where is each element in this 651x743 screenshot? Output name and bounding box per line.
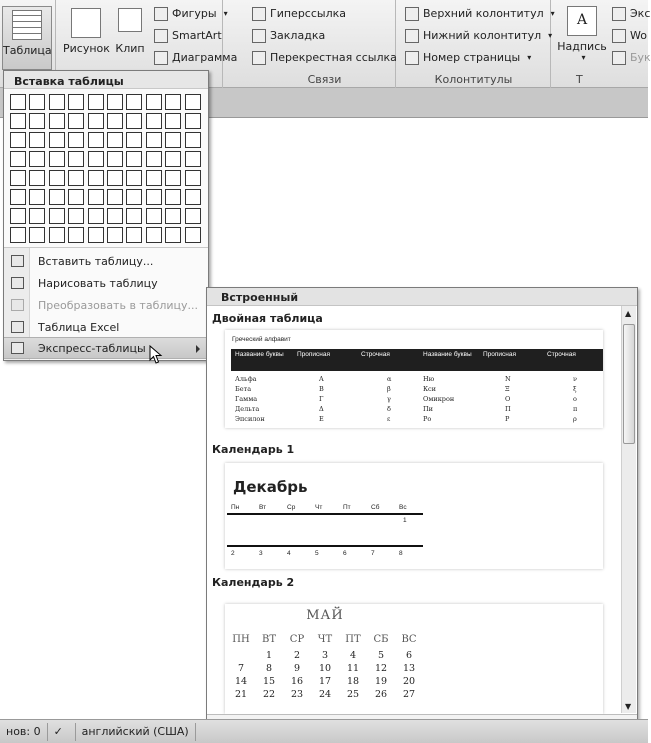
express-label: Экс: [630, 7, 651, 20]
clip-icon: [118, 8, 142, 32]
grid-cell[interactable]: [49, 151, 65, 167]
grid-cell[interactable]: [126, 189, 142, 205]
grid-cell[interactable]: [10, 132, 26, 148]
hyperlink-icon: [252, 7, 266, 21]
page-number-label: Номер страницы: [423, 51, 521, 64]
greek-cell: Пи: [423, 405, 434, 413]
clip-button[interactable]: [113, 8, 147, 55]
grid-cell[interactable]: [49, 189, 65, 205]
calendar2-date: 13: [402, 663, 416, 674]
grid-cell[interactable]: [68, 227, 84, 243]
greek-cell: Дельта: [235, 405, 260, 413]
calendar2-date: 17: [318, 676, 332, 687]
greek-cell: β: [387, 385, 391, 393]
hyperlink-label: Гиперссылка: [270, 7, 346, 20]
textbox-label: Надпись: [557, 40, 607, 53]
greek-cell: Ο: [505, 395, 511, 403]
calendar2-date: 5: [377, 650, 385, 661]
greek-cell: Ε: [319, 415, 324, 423]
gallery-header: Встроенный: [207, 288, 637, 306]
grid-cell[interactable]: [68, 151, 84, 167]
grid-cell[interactable]: [185, 113, 201, 129]
header-footer-group: [397, 0, 555, 88]
grid-cell[interactable]: [107, 227, 123, 243]
calendar2-title: Календарь 2: [212, 576, 295, 589]
grid-cell[interactable]: [88, 208, 104, 224]
page-number-icon: [405, 51, 419, 65]
calendar1-day-header: Чт: [315, 504, 323, 511]
greek-cell: Эпсилон: [235, 415, 265, 423]
calendar2-date: 23: [290, 689, 304, 700]
calendar2-day-header: СР: [289, 634, 305, 645]
grid-cell[interactable]: [10, 189, 26, 205]
convert-icon: [11, 299, 24, 311]
greek-table-header: [231, 349, 603, 371]
grid-cell[interactable]: [107, 113, 123, 129]
chevron-down-icon: ▾: [527, 53, 532, 62]
double-table-title: Двойная таблица: [212, 312, 323, 325]
grid-cell[interactable]: [146, 151, 162, 167]
bookmark-button[interactable]: [252, 26, 325, 46]
header-icon: [405, 7, 419, 21]
calendar2-date: 24: [318, 689, 332, 700]
chevron-down-icon: ▾: [223, 9, 228, 18]
calendar1-day-header: Сб: [371, 504, 380, 511]
greek-cell: Π: [505, 405, 511, 413]
grid-cell[interactable]: [126, 208, 142, 224]
calendar2-date: 8: [265, 663, 273, 674]
shapes-button[interactable]: [154, 4, 228, 24]
grid-cell[interactable]: [49, 227, 65, 243]
greek-cell: δ: [387, 405, 391, 413]
calendar2-date: 6: [405, 650, 413, 661]
grid-cell[interactable]: [49, 208, 65, 224]
calendar1-date: 7: [371, 550, 375, 557]
calendar2-date: 12: [374, 663, 388, 674]
calendar2-date: 11: [346, 663, 360, 674]
picture-label: Рисунок: [63, 42, 110, 55]
crossref-label: Перекрестная ссылка: [270, 51, 397, 64]
grid-cell[interactable]: [88, 170, 104, 186]
table-button-label: Таблица: [3, 44, 52, 57]
insert-table-label: Вставить таблицу...: [38, 254, 154, 268]
spellcheck-icon[interactable]: ✓: [48, 723, 76, 741]
calendar2-date: 22: [262, 689, 276, 700]
picture-icon: [71, 8, 101, 38]
grid-cell[interactable]: [126, 227, 142, 243]
greek-cell: Омикрон: [423, 395, 455, 403]
grid-cell[interactable]: [146, 170, 162, 186]
greek-cell: Ρ: [505, 415, 510, 423]
greek-caption: Греческий алфавит: [232, 336, 291, 343]
scroll-down-icon[interactable]: ▼: [625, 702, 632, 711]
wordart-label: Wo: [630, 29, 647, 42]
greek-header-cell: Строчная: [547, 351, 576, 358]
calendar1-day-header: Пн: [231, 504, 240, 511]
greek-cell: Бета: [235, 385, 252, 393]
scroll-up-icon[interactable]: ▲: [625, 309, 632, 318]
grid-cell[interactable]: [10, 170, 26, 186]
calendar2-date: 21: [234, 689, 248, 700]
calendar2-date: 9: [293, 663, 301, 674]
greek-cell: Альфа: [235, 375, 257, 383]
convert-to-table-label: Преобразовать в таблицу...: [38, 298, 199, 312]
greek-cell: Кси: [423, 385, 437, 393]
smartart-label: SmartArt: [172, 29, 222, 42]
dropcap-label: Бук: [630, 51, 651, 64]
insert-table-menu: [3, 70, 209, 361]
grid-cell[interactable]: [126, 132, 142, 148]
clip-label: Клип: [115, 42, 145, 55]
pencil-icon: [11, 277, 24, 289]
greek-header-cell: Прописная: [483, 351, 517, 358]
convert-to-table-item: [4, 294, 208, 316]
greek-header-cell: Строчная: [361, 351, 390, 358]
grid-cell[interactable]: [10, 151, 26, 167]
calendar2-date: 18: [346, 676, 360, 687]
greek-cell: ρ: [573, 415, 577, 423]
footer-icon: [405, 29, 419, 43]
greek-cell: α: [387, 375, 392, 383]
calendar2-day-header: ВС: [401, 634, 417, 645]
calendar1-date: 1: [403, 517, 407, 524]
grid-cell[interactable]: [29, 227, 45, 243]
double-table-thumbnail[interactable]: [225, 330, 603, 428]
grid-cell[interactable]: [165, 94, 181, 110]
grid-cell[interactable]: [88, 227, 104, 243]
calendar2-date: 10: [318, 663, 332, 674]
grid-cell[interactable]: [165, 151, 181, 167]
insert-table-icon: [11, 255, 24, 267]
calendar2-date: 20: [402, 676, 416, 687]
calendar2-day-header: ПТ: [345, 634, 361, 645]
footer-button[interactable]: [405, 26, 552, 46]
grid-cell[interactable]: [165, 227, 181, 243]
wordart-icon: [612, 29, 626, 43]
grid-cell[interactable]: [49, 113, 65, 129]
grid-cell[interactable]: [185, 170, 201, 186]
quick-tables-gallery: [206, 287, 638, 739]
grid-cell[interactable]: [29, 113, 45, 129]
calendar2-month: МАЙ: [306, 608, 344, 623]
grid-cell[interactable]: [68, 113, 84, 129]
grid-cell[interactable]: [107, 189, 123, 205]
quick-tables-label: Экспресс-таблицы: [38, 341, 146, 355]
grid-cell[interactable]: [29, 132, 45, 148]
calendar2-date: 19: [374, 676, 388, 687]
grid-cell[interactable]: [88, 151, 104, 167]
scrollbar-thumb[interactable]: [623, 324, 635, 444]
gallery-scrollbar[interactable]: [621, 306, 636, 713]
calendar1-date: 5: [315, 550, 319, 557]
greek-cell: Ν: [505, 375, 511, 383]
excel-table-item[interactable]: [4, 316, 208, 338]
grid-cell[interactable]: [10, 208, 26, 224]
express-icon: [612, 7, 626, 21]
grid-cell[interactable]: [88, 189, 104, 205]
chevron-down-icon: ▾: [581, 53, 586, 62]
grid-cell[interactable]: [165, 189, 181, 205]
crossref-button[interactable]: [252, 48, 397, 68]
calendar1-title: Календарь 1: [212, 443, 295, 456]
dropcap-icon: [612, 51, 626, 65]
greek-cell: Β: [319, 385, 324, 393]
grid-cell[interactable]: [49, 132, 65, 148]
greek-header-cell: Название буквы: [235, 351, 284, 358]
greek-cell: Ξ: [505, 385, 510, 393]
language-indicator[interactable]: английский (США): [76, 723, 196, 741]
grid-cell[interactable]: [88, 113, 104, 129]
calendar1-day-header: Вс: [399, 504, 407, 511]
grid-cell[interactable]: [107, 94, 123, 110]
chart-label: Диаграмма: [172, 51, 238, 64]
draw-table-item[interactable]: [4, 272, 208, 294]
grid-cell[interactable]: [29, 170, 45, 186]
grid-cell[interactable]: [185, 189, 201, 205]
calendar1-date: 3: [259, 550, 263, 557]
calendar2-date: 2: [293, 650, 301, 661]
greek-cell: Α: [319, 375, 324, 383]
calendar2-date: 1: [265, 650, 273, 661]
grid-cell[interactable]: [126, 170, 142, 186]
greek-cell: ξ: [573, 385, 577, 393]
greek-cell: π: [573, 405, 578, 413]
shapes-icon: [154, 7, 168, 21]
grid-cell[interactable]: [185, 94, 201, 110]
header-label: Верхний колонтитул: [423, 7, 544, 20]
greek-cell: γ: [387, 395, 391, 403]
greek-cell: ε: [387, 415, 391, 423]
greek-cell: Δ: [319, 405, 324, 413]
smartart-icon: [154, 29, 168, 43]
calendar1-day-header: Вт: [259, 504, 267, 511]
calendar1-thumbnail[interactable]: [225, 463, 603, 569]
grid-cell[interactable]: [126, 151, 142, 167]
calendar2-date: 15: [262, 676, 276, 687]
submenu-arrow-icon: [196, 345, 200, 353]
word-count[interactable]: нов: 0: [0, 723, 48, 741]
grid-cell[interactable]: [88, 94, 104, 110]
grid-cell[interactable]: [185, 208, 201, 224]
menu-separator: [4, 247, 208, 248]
grid-cell[interactable]: [107, 132, 123, 148]
calendar2-date: 14: [234, 676, 248, 687]
status-bar: [0, 719, 648, 743]
picture-button[interactable]: [63, 8, 109, 55]
calendar1-divider: [227, 545, 423, 547]
grid-cell[interactable]: [146, 227, 162, 243]
hyperlink-button[interactable]: [252, 4, 346, 24]
excel-table-label: Таблица Excel: [38, 320, 120, 334]
greek-cell: Ро: [423, 415, 432, 423]
calendar2-day-header: ПН: [232, 634, 250, 645]
table-icon: [12, 10, 42, 40]
grid-cell[interactable]: [88, 132, 104, 148]
textbox-icon: A: [567, 6, 597, 36]
grid-cell[interactable]: [185, 151, 201, 167]
grid-cell[interactable]: [146, 208, 162, 224]
links-group-label: Связи: [307, 73, 342, 86]
mouse-cursor-icon: [149, 345, 163, 365]
grid-cell[interactable]: [107, 151, 123, 167]
grid-cell[interactable]: [29, 151, 45, 167]
draw-table-label: Нарисовать таблицу: [38, 276, 158, 290]
calendar2-date: 4: [349, 650, 357, 661]
quick-tables-item[interactable]: [4, 337, 208, 359]
grid-cell[interactable]: [29, 94, 45, 110]
calendar2-date: 16: [290, 676, 304, 687]
grid-cell[interactable]: [185, 227, 201, 243]
calendar1-month: Декабрь: [233, 478, 308, 496]
grid-cell[interactable]: [68, 132, 84, 148]
grid-cell[interactable]: [107, 170, 123, 186]
menu-header: Вставка таблицы: [4, 71, 208, 89]
calendar1-date: 4: [287, 550, 291, 557]
grid-cell[interactable]: [49, 94, 65, 110]
greek-cell: Гамма: [235, 395, 258, 403]
grid-cell[interactable]: [146, 189, 162, 205]
shapes-label: Фигуры: [172, 7, 217, 20]
calendar2-thumbnail[interactable]: [225, 604, 603, 714]
grid-cell[interactable]: [68, 170, 84, 186]
greek-header-cell: Название буквы: [423, 351, 472, 358]
grid-cell[interactable]: [165, 113, 181, 129]
hf-group-label: Колонтитулы: [434, 73, 513, 86]
grid-cell[interactable]: [165, 208, 181, 224]
insert-table-item[interactable]: [4, 250, 208, 272]
calendar2-date: 26: [374, 689, 388, 700]
grid-cell[interactable]: [165, 170, 181, 186]
grid-cell[interactable]: [68, 94, 84, 110]
grid-cell[interactable]: [68, 208, 84, 224]
grid-cell[interactable]: [107, 208, 123, 224]
calendar2-day-header: СБ: [373, 634, 389, 645]
smartart-button[interactable]: [154, 26, 222, 46]
header-button[interactable]: [405, 4, 555, 24]
wordart-button[interactable]: [612, 26, 647, 46]
calendar2-date: 3: [321, 650, 329, 661]
dropcap-button[interactable]: [612, 48, 651, 68]
quick-tables-icon: [11, 342, 24, 354]
calendar1-day-header: Ср: [287, 504, 296, 511]
grid-cell[interactable]: [165, 132, 181, 148]
bookmark-label: Закладка: [270, 29, 326, 42]
grid-cell[interactable]: [10, 227, 26, 243]
greek-cell: Γ: [319, 395, 324, 403]
grid-cell[interactable]: [185, 132, 201, 148]
grid-cell[interactable]: [68, 189, 84, 205]
text-group-label: Т: [576, 73, 583, 86]
excel-icon: [11, 321, 24, 333]
express-button[interactable]: [612, 4, 650, 24]
crossref-icon: [252, 51, 266, 65]
grid-cell[interactable]: [126, 113, 142, 129]
grid-cell[interactable]: [126, 94, 142, 110]
chevron-down-icon: ▾: [548, 31, 553, 40]
greek-cell: ο: [573, 395, 577, 403]
chart-icon: [154, 51, 168, 65]
grid-cell[interactable]: [146, 94, 162, 110]
grid-cell[interactable]: [29, 208, 45, 224]
calendar2-date: 25: [346, 689, 360, 700]
calendar2-date: 7: [237, 663, 245, 674]
greek-cell: Ню: [423, 375, 435, 383]
greek-cell: ν: [573, 375, 577, 383]
calendar1-date: 8: [399, 550, 403, 557]
page-number-button[interactable]: [405, 48, 531, 68]
grid-cell[interactable]: [49, 170, 65, 186]
footer-label: Нижний колонтитул: [423, 29, 542, 42]
grid-cell[interactable]: [10, 113, 26, 129]
calendar2-day-header: ЧТ: [317, 634, 333, 645]
grid-cell[interactable]: [146, 132, 162, 148]
grid-cell[interactable]: [146, 113, 162, 129]
text-group: [552, 0, 651, 88]
grid-cell[interactable]: [10, 94, 26, 110]
calendar2-day-header: ВТ: [261, 634, 277, 645]
chevron-down-icon: ▾: [550, 9, 555, 18]
grid-cell[interactable]: [29, 189, 45, 205]
textbox-button[interactable]: [556, 6, 608, 62]
calendar1-day-header: Пт: [343, 504, 351, 511]
table-button[interactable]: [2, 6, 52, 70]
calendar1-date: 2: [231, 550, 235, 557]
links-group: [224, 0, 396, 88]
bookmark-icon: [252, 29, 266, 43]
calendar1-divider: [227, 513, 423, 515]
greek-header-cell: Прописная: [297, 351, 331, 358]
calendar2-date: 27: [402, 689, 416, 700]
calendar1-date: 6: [343, 550, 347, 557]
